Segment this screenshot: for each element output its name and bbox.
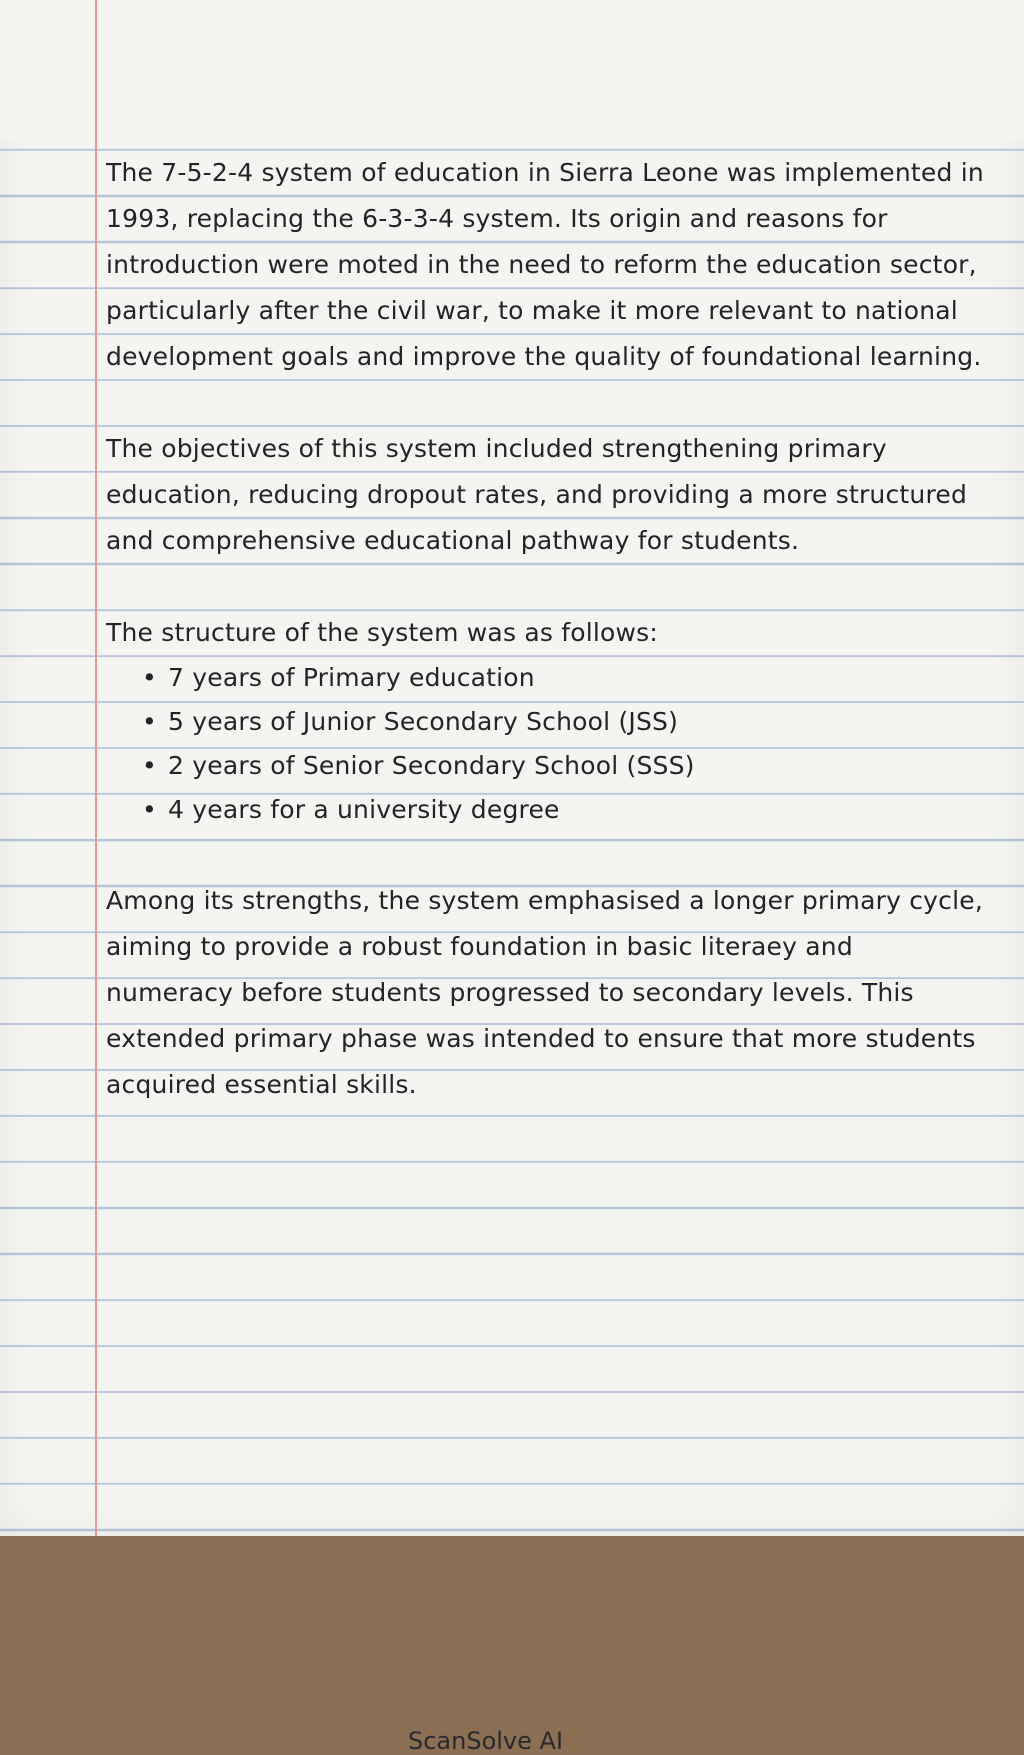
list-item-text: 5 years of Junior Secondary School (JSS) [168,707,679,736]
list-item [142,656,986,700]
paragraph-strengths: Among its strengths, the system emphasised a longer primary cycle, aiming to provide a robust foundation in basic literaey and numeracy before students progressed to secondary levels. This extended primary phase was intended to ensure that more students acquired essential skills. [106,886,983,1099]
paragraph-origin: The 7-5-2-4 system of education in Sierra Leone was implemented in 1993, replacing the 6-3-3-4 system. Its origin and reasons for introduction were moted in the need to reform the education sector, particularly after the civil war, to make it more relevant to national development goals and improve the quality of foundational learning. [106,158,984,371]
structure-heading: The structure of the system was as follows: [106,618,658,647]
list-item [142,700,986,744]
margin-line [95,0,97,1536]
page-header-space [0,0,1024,140]
bullet-icon: • [142,795,157,824]
handwritten-content [106,150,986,1133]
list-item-text: 4 years for a university degree [168,795,560,824]
list-item [142,744,986,788]
list-item-text: 2 years of Senior Secondary School (SSS) [168,751,695,780]
list-item-text: 7 years of Primary education [168,663,535,692]
bullet-icon: • [142,751,157,780]
signature-text: ScanSolve AI [408,1727,564,1755]
bullet-icon: • [142,663,157,692]
list-item [142,788,986,832]
bullet-icon: • [142,707,157,736]
structure-list [106,656,986,832]
paragraph-objectives: The objectives of this system included strengthening primary education, reducing dropout rates, and providing a more structured and comprehensive educational pathway for students. [106,434,968,555]
